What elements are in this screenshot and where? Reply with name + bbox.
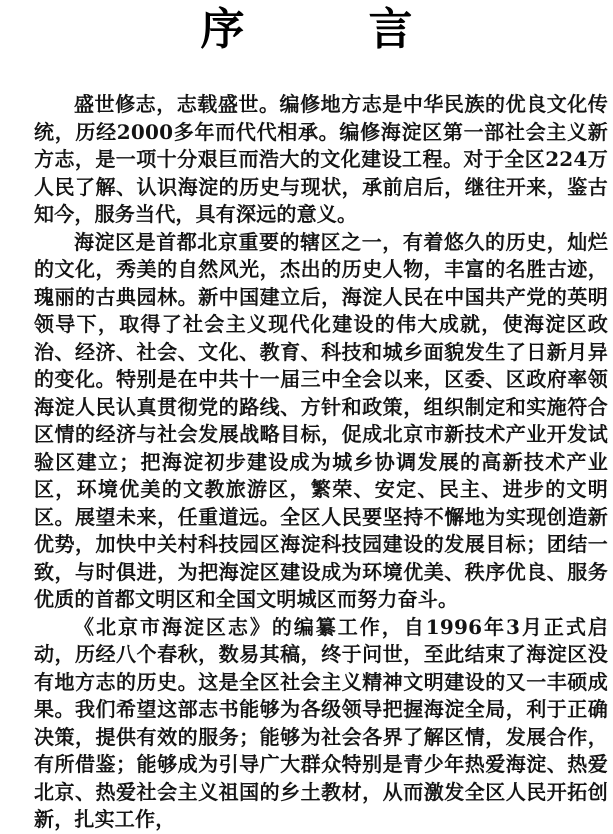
page-title: 序 言 [200,4,453,55]
preface-body [34,91,608,834]
paragraph-3: 《北京市海淀区志》的编纂工作，自1996年3月正式启动，历经八个春秋，数易其稿，终于问世，至此结束了海淀区没有地方志的历史。这是全区社会主义精神文明建设的又一丰硕成果。我们希望这部志书能够为各级领导把握海淀全局，利于正确决策，提供有效的服务；能够为社会各界了解区情，发展合作，有所借鉴；能够成为引导广大群众特别是青少年热爱海淀、热爱北京、热爱社会主义祖国的乡土教材，从而激发全区人民开拓创新，扎实工作， [34,614,608,831]
paragraph-1: 盛世修志，志载盛世。编修地方志是中华民族的优良文化传统，历经2000多年而代代相承。编修海淀区第一部社会主义新方志，是一项十分艰巨而浩大的文化建设工程。对于全区224万人民了解、认识海淀的历史与现状，承前启后，继往开来，鉴古知今，服务当代，具有深远的意义。 [34,92,608,226]
paragraph-2: 海淀区是首都北京重要的辖区之一，有着悠久的历史，灿烂的文化，秀美的自然风光，杰出的历史人物，丰富的名胜古迹，瑰丽的古典园林。新中国建立后，海淀人民在中国共产党的英明领导下，取得了社会主义现代化建设的伟大成就，使海淀区政治、经济、社会、文化、教育、科技和城乡面貌发生了日新月异的变化。特别是在中共十一届三中全会以来，区委、区政府率领海淀人民认真贯彻党的路线、方针和政策，组织制定和实施符合区情的经济与社会发展战略目标，促成北京市新技术产业开发试验区建立；把海淀初步建设成为城乡协调发展的高新技术产业区，环境优美的文教旅游区，繁荣、安定、民主、进步的文明区。展望未来，任重道远。全区人民要坚持不懈地为实现创造新优势，加快中关村科技园区海淀科技园建设的发展目标；团结一致，与时俱进，为把海淀区建设成为环境优美、秩序优良、服务优质的首都文明区和全国文明城区而努力奋斗。 [34,229,608,611]
